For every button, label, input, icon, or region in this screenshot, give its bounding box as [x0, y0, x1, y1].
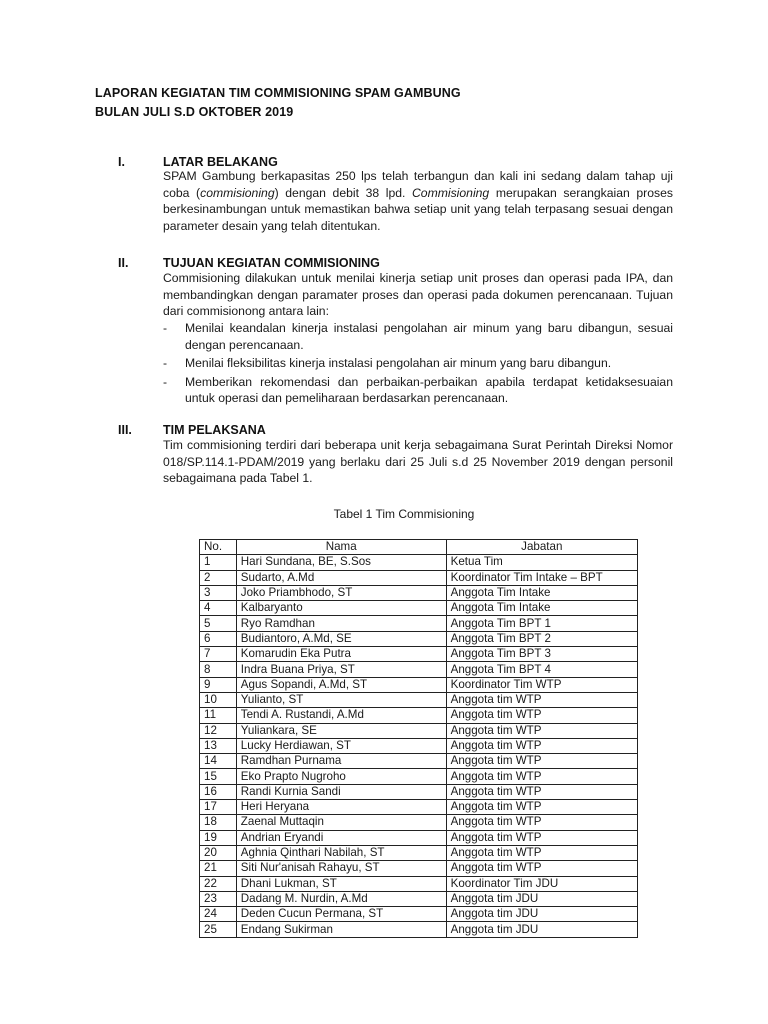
cell-no: 25 [200, 922, 237, 937]
cell-jabatan: Anggota tim WTP [446, 723, 637, 738]
list-item [163, 320, 673, 353]
table-row [200, 616, 638, 631]
table-row [200, 631, 638, 646]
cell-jabatan: Anggota tim JDU [446, 907, 637, 922]
bullet-dash: - [163, 374, 168, 389]
cell-no: 20 [200, 845, 237, 860]
table-row [200, 861, 638, 876]
cell-no: 12 [200, 723, 237, 738]
table-header-row [200, 540, 638, 555]
section-1-number: I. [118, 155, 125, 169]
cell-nama: Tendi A. Rustandi, A.Md [236, 708, 446, 723]
cell-no: 11 [200, 708, 237, 723]
table-row [200, 723, 638, 738]
cell-no: 24 [200, 907, 237, 922]
cell-jabatan: Koordinator Tim Intake – BPT [446, 570, 637, 585]
table-row [200, 738, 638, 753]
table-row [200, 800, 638, 815]
cell-jabatan: Anggota tim WTP [446, 784, 637, 799]
section-1-text-part-2: ) dengan debit 38 lpd. [274, 185, 412, 200]
cell-no: 6 [200, 631, 237, 646]
cell-jabatan: Anggota Tim BPT 3 [446, 647, 637, 662]
cell-jabatan: Anggota tim WTP [446, 754, 637, 769]
section-2-paragraph: Commisioning dilakukan untuk menilai kinerja setiap unit proses dan operasi pada IPA, dan membandingkan dengan paramater proses dan operasi pada dokumen perencanaan. Tujuan dari commisionong antara lain: [163, 271, 673, 319]
table-row [200, 570, 638, 585]
bullet-dash: - [163, 321, 168, 335]
column-header-jabatan: Jabatan [446, 540, 637, 555]
cell-jabatan: Anggota Tim BPT 2 [446, 631, 637, 646]
cell-no: 19 [200, 830, 237, 845]
table-row [200, 647, 638, 662]
table-row [200, 876, 638, 891]
table-row [200, 907, 638, 922]
list-item-text: Memberikan rekomendasi dan perbaikan-perbaikan apabila terdapat ketidaksesuaian untuk operasi dan pemeliharaan berdasarkan perencanaan. [185, 374, 673, 406]
column-header-nama: Nama [236, 540, 446, 555]
table-row [200, 708, 638, 723]
list-item-text: Menilai fleksibilitas kinerja instalasi pengolahan air minum yang baru dibangun. [185, 356, 612, 371]
cell-no: 16 [200, 784, 237, 799]
cell-no: 1 [200, 555, 237, 570]
cell-no: 7 [200, 647, 237, 662]
table-row [200, 555, 638, 570]
cell-nama: Ramdhan Purnama [236, 754, 446, 769]
cell-nama: Joko Priambhodo, ST [236, 585, 446, 600]
table-row [200, 830, 638, 845]
cell-no: 2 [200, 570, 237, 585]
list-item [163, 374, 673, 407]
cell-nama: Lucky Herdiawan, ST [236, 738, 446, 753]
section-1-text-part-3: merupakan serangkaian proses berkesinambungan untuk memastikan bahwa setiap unit yang telah terpasang sesuai dengan parameter desain yang telah ditentukan. [163, 185, 673, 233]
team-table [199, 539, 638, 938]
table-row [200, 845, 638, 860]
cell-nama: Randi Kurnia Sandi [236, 784, 446, 799]
section-1-emphasis-1: commisioning [200, 185, 275, 200]
cell-jabatan: Anggota tim WTP [446, 738, 637, 753]
cell-nama: Siti Nur'anisah Rahayu, ST [236, 861, 446, 876]
cell-jabatan: Anggota tim WTP [446, 830, 637, 845]
table-row [200, 784, 638, 799]
section-1-paragraph [163, 168, 673, 234]
cell-nama: Indra Buana Priya, ST [236, 662, 446, 677]
table-row [200, 601, 638, 616]
cell-nama: Eko Prapto Nugroho [236, 769, 446, 784]
cell-nama: Deden Cucun Permana, ST [236, 907, 446, 922]
cell-jabatan: Anggota tim WTP [446, 861, 637, 876]
cell-nama: Kalbaryanto [236, 601, 446, 616]
cell-nama: Dadang M. Nurdin, A.Md [236, 891, 446, 906]
section-2-number: II. [118, 256, 129, 270]
section-3-number: III. [118, 423, 132, 437]
cell-no: 8 [200, 662, 237, 677]
section-2-heading: TUJUAN KEGIATAN COMMISIONING [163, 256, 380, 270]
cell-jabatan: Anggota Tim BPT 4 [446, 662, 637, 677]
cell-jabatan: Anggota Tim BPT 1 [446, 616, 637, 631]
report-subtitle: BULAN JULI S.D OKTOBER 2019 [95, 105, 294, 119]
table-row [200, 662, 638, 677]
section-1-emphasis-2: Commisioning [412, 185, 490, 200]
cell-jabatan: Anggota tim WTP [446, 769, 637, 784]
cell-jabatan: Anggota tim WTP [446, 692, 637, 707]
bullet-dash: - [163, 356, 168, 371]
cell-no: 17 [200, 800, 237, 815]
table-row [200, 891, 638, 906]
table-row [200, 754, 638, 769]
cell-jabatan: Anggota tim WTP [446, 815, 637, 830]
table-row [200, 815, 638, 830]
cell-no: 18 [200, 815, 237, 830]
table-body [200, 555, 638, 937]
cell-nama: Komarudin Eka Putra [236, 647, 446, 662]
cell-no: 3 [200, 585, 237, 600]
cell-no: 21 [200, 861, 237, 876]
cell-jabatan: Koordinator Tim JDU [446, 876, 637, 891]
cell-nama: Heri Heryana [236, 800, 446, 815]
cell-no: 5 [200, 616, 237, 631]
cell-no: 15 [200, 769, 237, 784]
cell-nama: Hari Sundana, BE, S.Sos [236, 555, 446, 570]
table-caption: Tabel 1 Tim Commisioning [333, 507, 475, 521]
cell-no: 22 [200, 876, 237, 891]
cell-no: 13 [200, 738, 237, 753]
cell-nama: Aghnia Qinthari Nabilah, ST [236, 845, 446, 860]
cell-nama: Budiantoro, A.Md, SE [236, 631, 446, 646]
cell-jabatan: Anggota Tim Intake [446, 601, 637, 616]
cell-nama: Sudarto, A.Md [236, 570, 446, 585]
cell-no: 4 [200, 601, 237, 616]
cell-jabatan: Anggota Tim Intake [446, 585, 637, 600]
table-row [200, 692, 638, 707]
cell-nama: Agus Sopandi, A.Md, ST [236, 677, 446, 692]
cell-jabatan: Anggota tim WTP [446, 800, 637, 815]
cell-nama: Dhani Lukman, ST [236, 876, 446, 891]
list-item-text: Menilai keandalan kinerja instalasi pengolahan air minum yang baru dibangun, sesuai dengan perencanaan. [185, 321, 673, 352]
cell-nama: Andrian Eryandi [236, 830, 446, 845]
cell-nama: Yuliankara, SE [236, 723, 446, 738]
cell-nama: Endang Sukirman [236, 922, 446, 937]
cell-jabatan: Anggota tim JDU [446, 922, 637, 937]
column-header-no: No. [200, 540, 237, 555]
section-3-heading: TIM PELAKSANA [163, 423, 266, 437]
table-row [200, 677, 638, 692]
table-row [200, 585, 638, 600]
table-row [200, 922, 638, 937]
cell-jabatan: Ketua Tim [446, 555, 637, 570]
cell-no: 9 [200, 677, 237, 692]
cell-nama: Yulianto, ST [236, 692, 446, 707]
cell-no: 10 [200, 692, 237, 707]
cell-jabatan: Anggota tim WTP [446, 845, 637, 860]
table-row [200, 769, 638, 784]
cell-no: 14 [200, 754, 237, 769]
cell-nama: Zaenal Muttaqin [236, 815, 446, 830]
list-item [163, 355, 673, 372]
section-1-heading: LATAR BELAKANG [163, 155, 278, 169]
cell-jabatan: Anggota tim JDU [446, 891, 637, 906]
cell-no: 23 [200, 891, 237, 906]
cell-jabatan: Anggota tim WTP [446, 708, 637, 723]
report-title: LAPORAN KEGIATAN TIM COMMISIONING SPAM GAMBUNG [95, 86, 461, 100]
cell-nama: Ryo Ramdhan [236, 616, 446, 631]
section-1-text-part-1: SPAM Gambung berkapasitas 250 lps telah terbangun dan kali ini sedang dalam tahap uji coba ( [163, 169, 673, 200]
section-3-paragraph: Tim commisioning terdiri dari beberapa unit kerja sebagaimana Surat Perintah Direksi Nomor 018/SP.114.1-PDAM/2019 yang berlaku dari 25 Juli s.d 25 November 2019 dengan personil sebagaimana pada Tabel 1. [163, 438, 673, 486]
cell-jabatan: Koordinator Tim WTP [446, 677, 637, 692]
objectives-list [163, 320, 673, 409]
